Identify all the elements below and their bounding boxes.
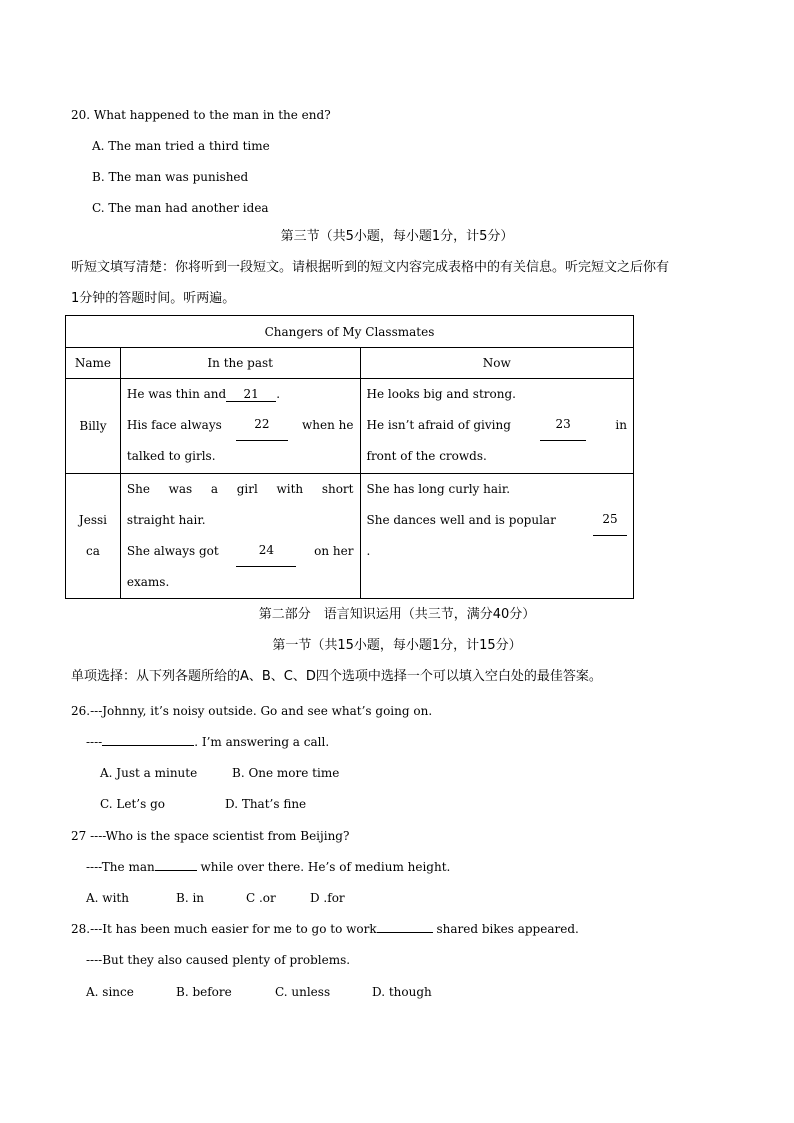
q28-line1-prefix: 28.---It has been much easier for me to go to work [71,922,377,936]
header-name: Name [66,348,121,379]
q28-option-a: A. since [86,985,134,999]
billy-past-line3: talked to girls. [126,449,216,463]
q26-line2-prefix: ---- [86,735,103,749]
name-jessica-part1: Jessi [78,513,107,527]
section3-title: 第三节（共5小题，每小题1分，计5分） [280,229,514,244]
header-now: Now [360,348,634,379]
jessica-past-line1: She was a girl with short [126,482,354,496]
classmates-table [65,315,634,599]
q26-blank[interactable] [102,745,194,746]
header-past: In the past [120,348,360,379]
jessica-past-line3: She always got [126,544,219,558]
q27-option-a: A. with [86,891,129,905]
billy-now-line2-end: in [615,418,627,432]
part2-instruction: 单项选择：从下列各题所给的A、B、C、D四个选项中选择一个可以填入空白处的最佳答案。 [71,669,602,684]
q27-line1: 27 ----Who is the space scientist from Beijing? [71,829,350,843]
q26-option-d: D. That’s fine [225,797,307,811]
q28-line1 [71,921,579,937]
q27-line2-suffix: while over there. He’s of medium height. [196,860,451,874]
jessica-past-line4: exams. [126,575,170,589]
billy-now [360,379,634,474]
name-billy: Billy [66,379,121,474]
part2-section1-title: 第一节（共15小题，每小题1分，计15分） [272,638,522,653]
q26-line2 [86,734,329,750]
q26-option-b: B. One more time [232,766,340,780]
q20-option-b: B. The man was punished [92,170,249,184]
billy-now-line1: He looks big and strong. [366,387,516,401]
q27-blank[interactable] [155,870,197,871]
table-row-billy [66,379,634,474]
q27-option-b: B. in [176,891,205,905]
blank-25[interactable]: 25 [593,512,627,536]
jessica-now-line2: She dances well and is popular [366,513,556,527]
name-jessica-part2: ca [86,544,100,558]
blank-21[interactable]: 21 [226,387,276,402]
q26-line2-suffix: . I’m answering a call. [194,735,330,749]
name-jessica [66,474,121,599]
billy-past [120,379,360,474]
blank-24[interactable]: 24 [236,543,296,567]
part2-title: 第二部分 语言知识运用（共三节，满分40分） [258,607,536,622]
q28-line2: ----But they also caused plenty of problems. [86,953,351,967]
q26-option-c: C. Let’s go [100,797,165,811]
billy-now-line3: front of the crowds. [366,449,487,463]
jessica-now-line1: She has long curly hair. [366,482,511,496]
q20-option-a: A. The man tried a third time [92,139,270,153]
q27-option-c: C .or [246,891,276,905]
jessica-past [120,474,360,599]
q27-line2-prefix: ----The man [86,860,155,874]
q20-question: 20. What happened to the man in the end? [71,108,331,122]
q27-option-d: D .for [310,891,345,905]
billy-past-line1-end: . [276,387,281,401]
jessica-past-line3-end: on her [314,544,354,558]
billy-past-line2-end: when he [302,418,354,432]
section3-instruction-line2: 1分钟的答题时间。听两遍。 [71,291,236,306]
q20-option-c: C. The man had another idea [92,201,269,215]
billy-past-line2: His face always [126,418,222,432]
jessica-now-line3: . [366,544,371,558]
q28-option-c: C. unless [275,985,331,999]
billy-past-line1: He was thin and [126,387,227,401]
q26-option-a: A. Just a minute [100,766,198,780]
q28-line1-suffix: shared bikes appeared. [432,922,579,936]
q28-blank[interactable] [377,932,433,933]
q28-option-d: D. though [372,985,432,999]
q26-line1: 26.---Johnny, it’s noisy outside. Go and see what’s going on. [71,704,433,718]
billy-now-line2: He isn’t afraid of giving [366,418,511,432]
blank-22[interactable]: 22 [236,417,288,441]
table-row-jessica [66,474,634,599]
q27-line2 [86,859,450,875]
table-title: Changers of My Classmates [66,316,634,348]
section3-instruction-line1: 听短文填写清楚：你将听到一段短文。请根据听到的短文内容完成表格中的有关信息。听完短文之后你有 [71,260,670,275]
blank-23[interactable]: 23 [540,417,586,441]
jessica-now [360,474,634,599]
jessica-past-line2: straight hair. [126,513,206,527]
q28-option-b: B. before [176,985,232,999]
